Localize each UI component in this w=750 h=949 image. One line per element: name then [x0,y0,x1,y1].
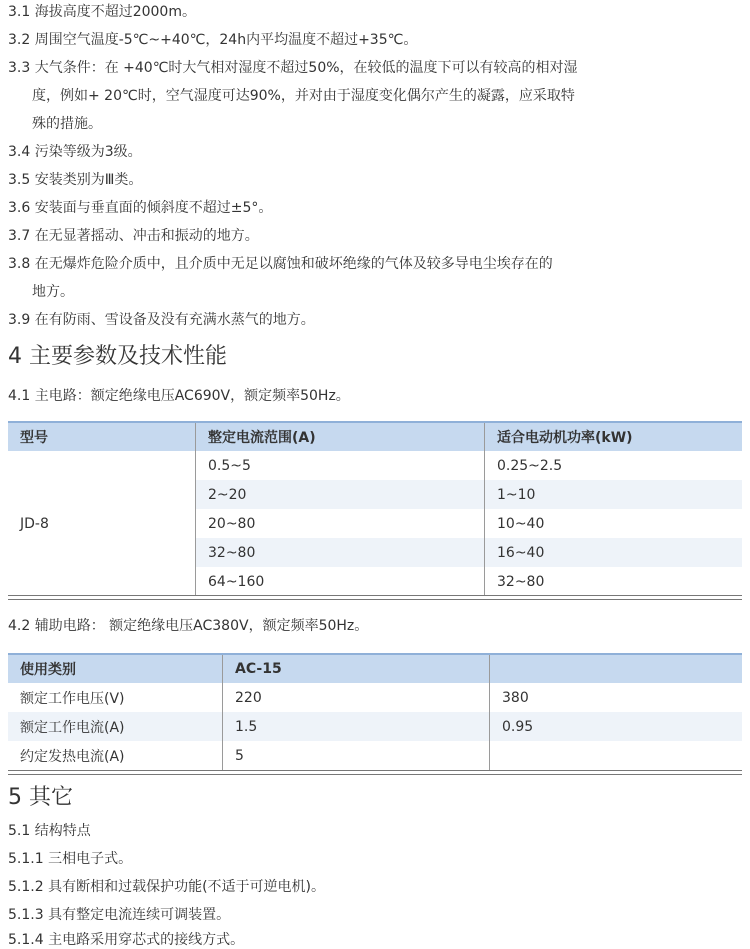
header-empty [490,654,743,683]
condition-3-2: 3.2 周围空气温度-5℃~+40℃，24h内平均温度不超过+35℃。 [8,32,418,48]
table-cell: 1.5 [223,712,490,741]
table-cell: 16~40 [485,538,743,567]
model-cell: JD-8 [20,515,49,532]
aux-circuit-note: 4.2 辅助电路： 额定绝缘电压AC380V，额定频率50Hz。 [8,618,369,634]
header-model: 型号 [8,422,196,451]
table-cell: 0.5~5 [196,451,485,480]
condition-3-5: 3.5 安装类别为Ⅲ类。 [8,172,143,188]
section-5-1-4: 5.1.4 主电路采用穿芯式的接线方式。 [8,932,245,948]
condition-3-6: 3.6 安装面与垂直面的倾斜度不超过±5°。 [8,200,273,216]
table-cell: 1~10 [485,480,743,509]
table-cell: 5 [223,741,490,770]
table-cell: 32~80 [485,567,743,596]
condition-3-3-cont: 度，例如+ 20℃时，空气湿度可达90%，并对由于湿度变化偶尔产生的凝露，应采取特 [32,88,575,104]
table-row [8,451,742,480]
table-cell: 10~40 [485,509,743,538]
section-5-1-2: 5.1.2 具有断相和过载保护功能(不适于可逆电机)。 [8,879,325,895]
condition-3-4: 3.4 污染等级为3级。 [8,144,142,160]
table-row [8,741,742,770]
section-4-title: 4 主要参数及技术性能 [8,344,227,369]
header-ac15: AC-15 [223,654,490,683]
table-cell [490,741,743,770]
table-cell: 2~20 [196,480,485,509]
table-row [8,683,742,712]
parameter-table [8,421,742,596]
header-motor-power: 适合电动机功率(kW) [485,422,743,451]
table-cell: 380 [490,683,743,712]
header-usage-category: 使用类别 [8,654,223,683]
table-bottom-rule-2 [8,599,742,600]
table-cell: 64~160 [196,567,485,596]
condition-3-8: 3.8 在无爆炸危险介质中，且介质中无足以腐蚀和破坏绝缘的气体及较多导电尘埃存在的 [8,256,553,272]
aux-table [8,653,742,770]
table-bottom-rule [8,770,742,771]
table-bottom-rule [8,595,742,596]
table-bottom-rule-2 [8,774,742,775]
section-5-1: 5.1 结构特点 [8,823,91,839]
header-current-range: 整定电流范围(A) [196,422,485,451]
condition-3-8-cont: 地方。 [32,284,74,300]
table-cell: 额定工作电流(A) [8,712,223,741]
condition-3-7: 3.7 在无显著摇动、冲击和振动的地方。 [8,228,259,244]
table-header-row [8,654,742,683]
section-5-1-1: 5.1.1 三相电子式。 [8,851,133,867]
main-circuit-note: 4.1 主电路：额定绝缘电压AC690V，额定频率50Hz。 [8,388,350,404]
table-cell: 32~80 [196,538,485,567]
table-row [8,712,742,741]
condition-3-1: 3.1 海拔高度不超过2000m。 [8,4,196,20]
table-header-row [8,422,742,451]
table-cell: 0.95 [490,712,743,741]
table-cell: 额定工作电压(V) [20,690,125,707]
condition-3-3-cont2: 殊的措施。 [32,116,102,132]
condition-3-9: 3.9 在有防雨、雪设备及没有充满水蒸气的地方。 [8,312,315,328]
section-5-1-3: 5.1.3 具有整定电流连续可调装置。 [8,907,231,923]
table-cell: 0.25~2.5 [485,451,743,480]
table-cell: 约定发热电流(A) [20,748,125,765]
table-cell: 220 [223,683,490,712]
condition-3-3: 3.3 大气条件：在 +40℃时大气相对湿度不超过50%，在较低的温度下可以有较高的相对湿 [8,60,578,76]
table-cell: 20~80 [196,509,485,538]
section-5-title: 5 其它 [8,785,73,810]
